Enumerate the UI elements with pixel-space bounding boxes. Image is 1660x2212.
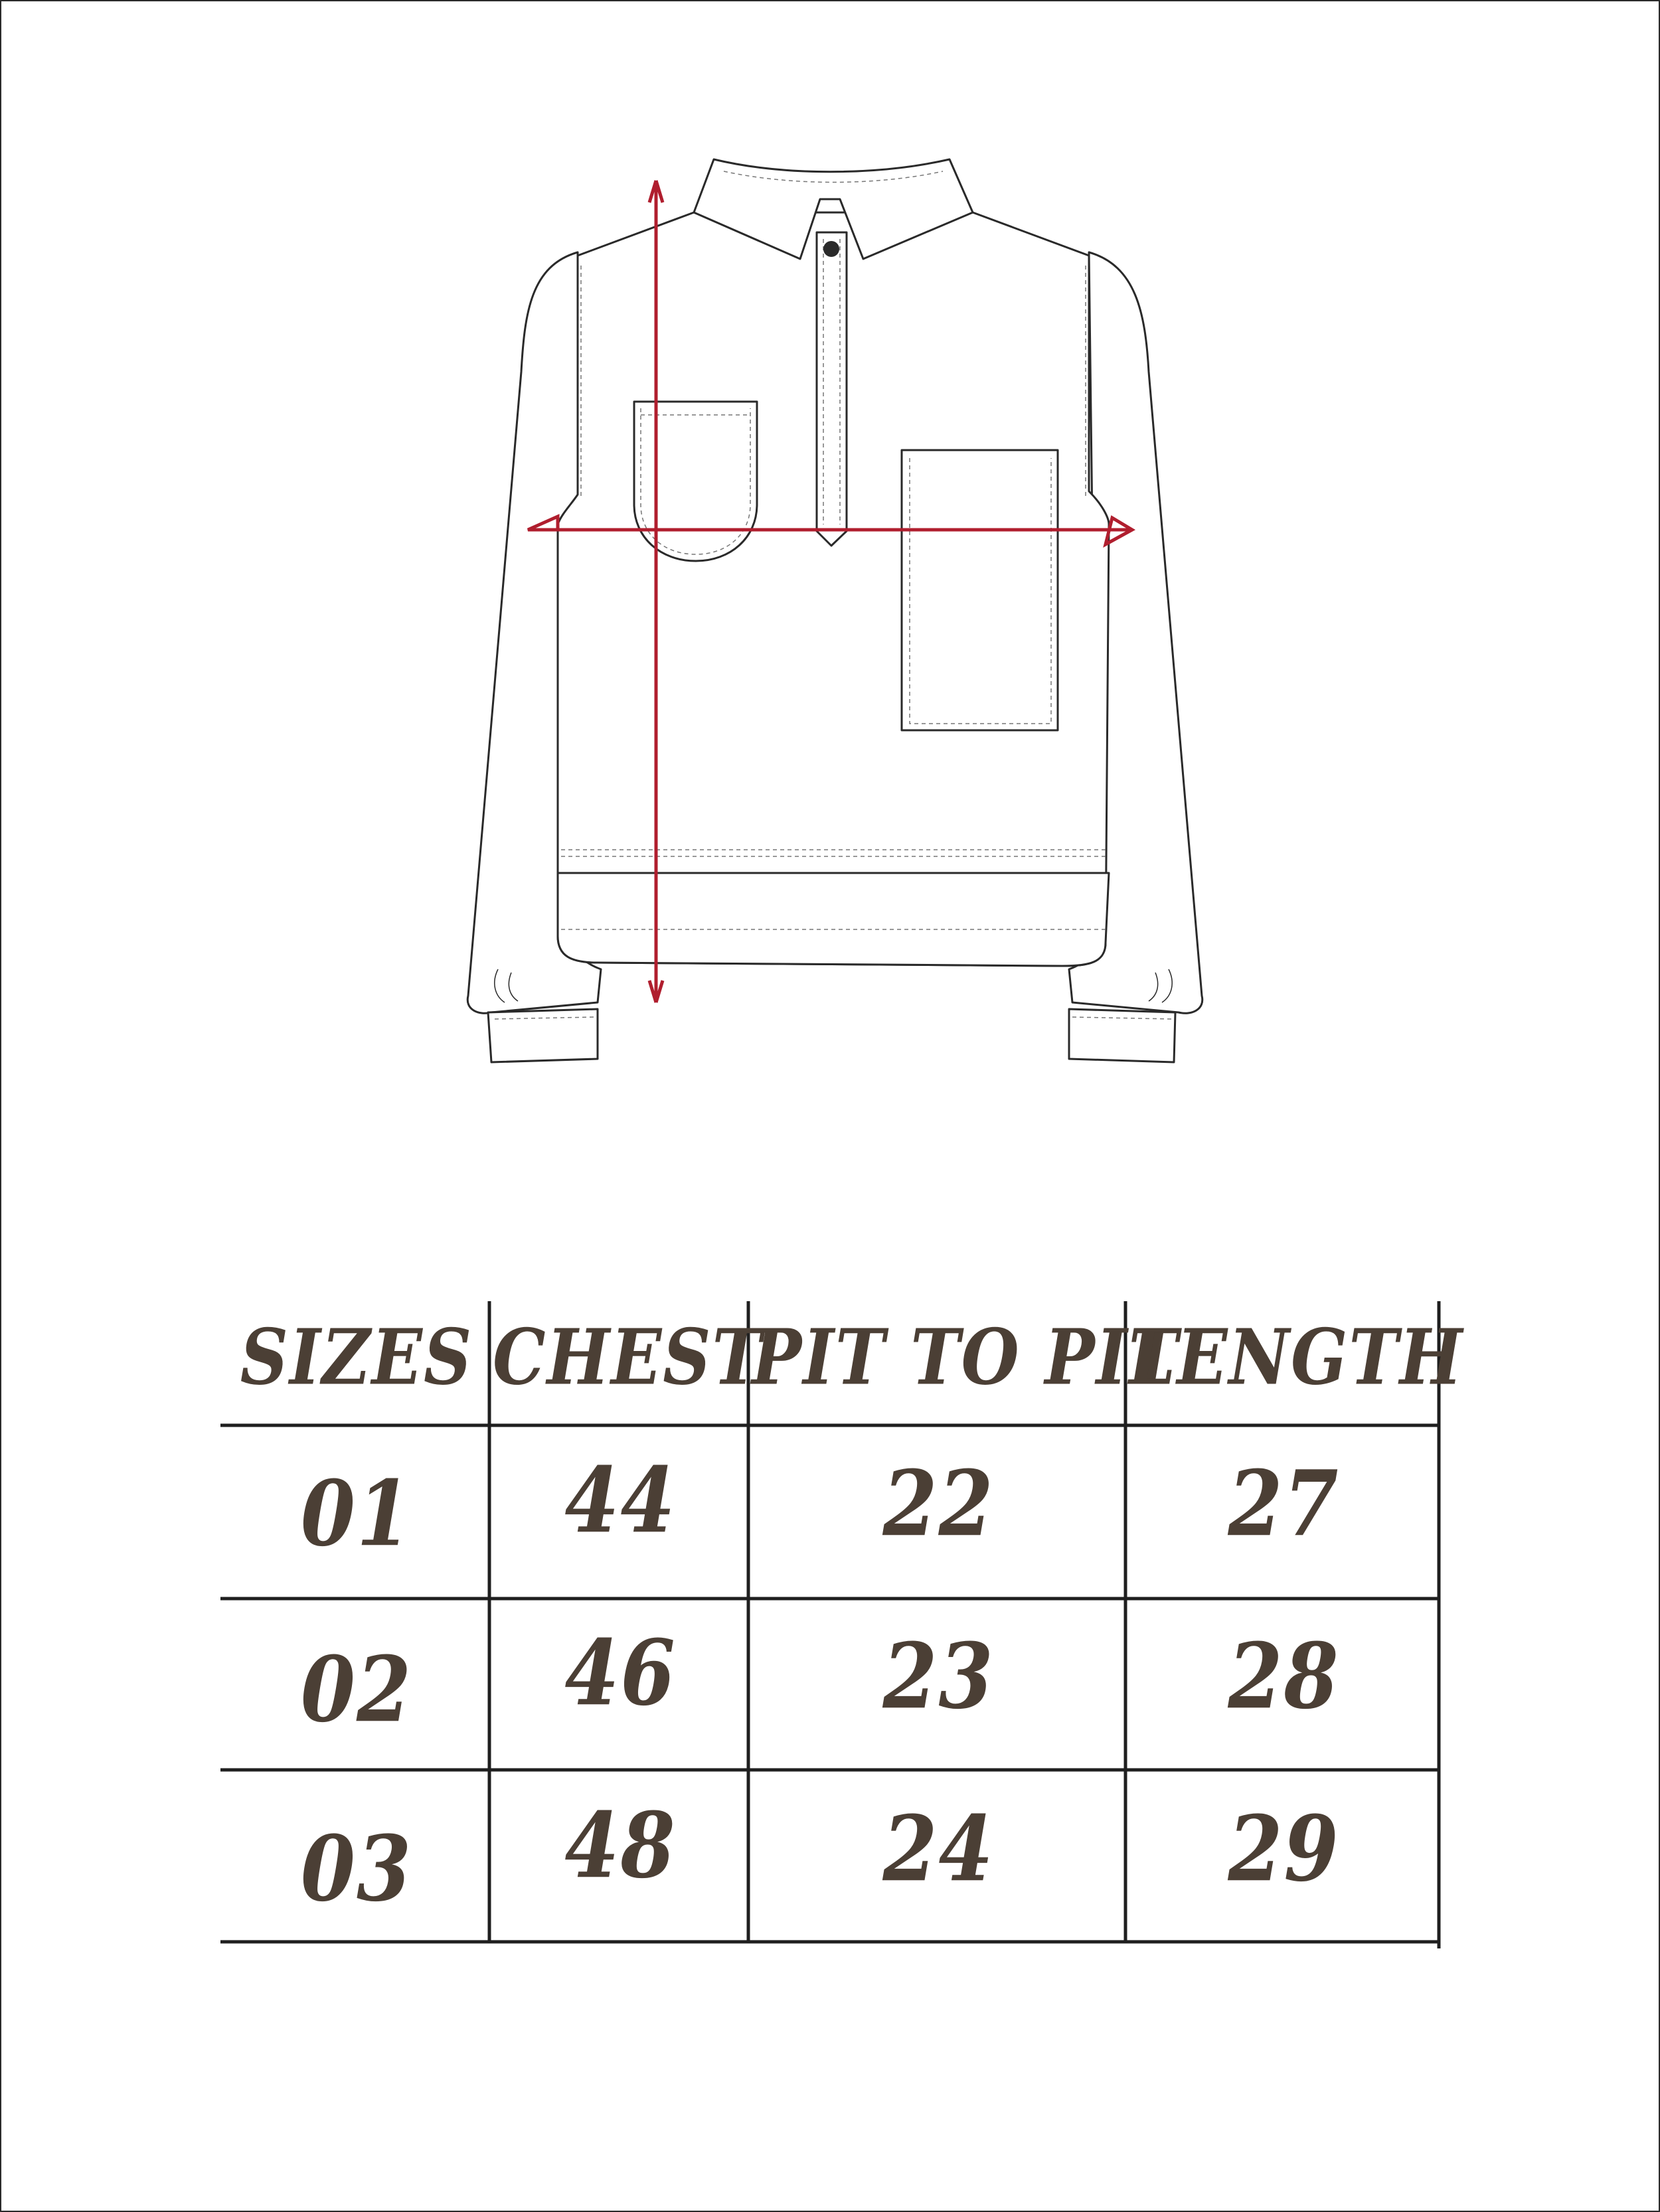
row-1-length: 27 [1228, 1450, 1340, 1557]
row-1-size: 01 [300, 1460, 413, 1567]
header-length: LENGTH [1129, 1312, 1464, 1402]
header-chest: CHEST [493, 1312, 763, 1402]
placket [817, 232, 847, 546]
collar-button [823, 241, 839, 257]
row-3-chest: 48 [564, 1792, 677, 1899]
row-2-size: 02 [300, 1636, 413, 1743]
row-3-length: 29 [1228, 1795, 1340, 1902]
row-2-pit-to-pit: 23 [882, 1622, 995, 1729]
row-2-length: 28 [1228, 1622, 1340, 1729]
right-cuff [1069, 1009, 1175, 1062]
row-3-pit-to-pit: 24 [882, 1795, 995, 1902]
header-sizes: SIZES [240, 1312, 473, 1402]
row-1-chest: 44 [564, 1447, 677, 1553]
left-cuff [488, 1009, 598, 1062]
row-1-pit-to-pit: 22 [882, 1450, 995, 1557]
row-3-size: 03 [300, 1815, 413, 1922]
waistband [558, 873, 1109, 966]
right-patch-pocket [902, 450, 1058, 730]
header-pit-to-pit: PIT TO PIT [752, 1312, 1179, 1402]
row-2-chest: 46 [564, 1619, 677, 1726]
